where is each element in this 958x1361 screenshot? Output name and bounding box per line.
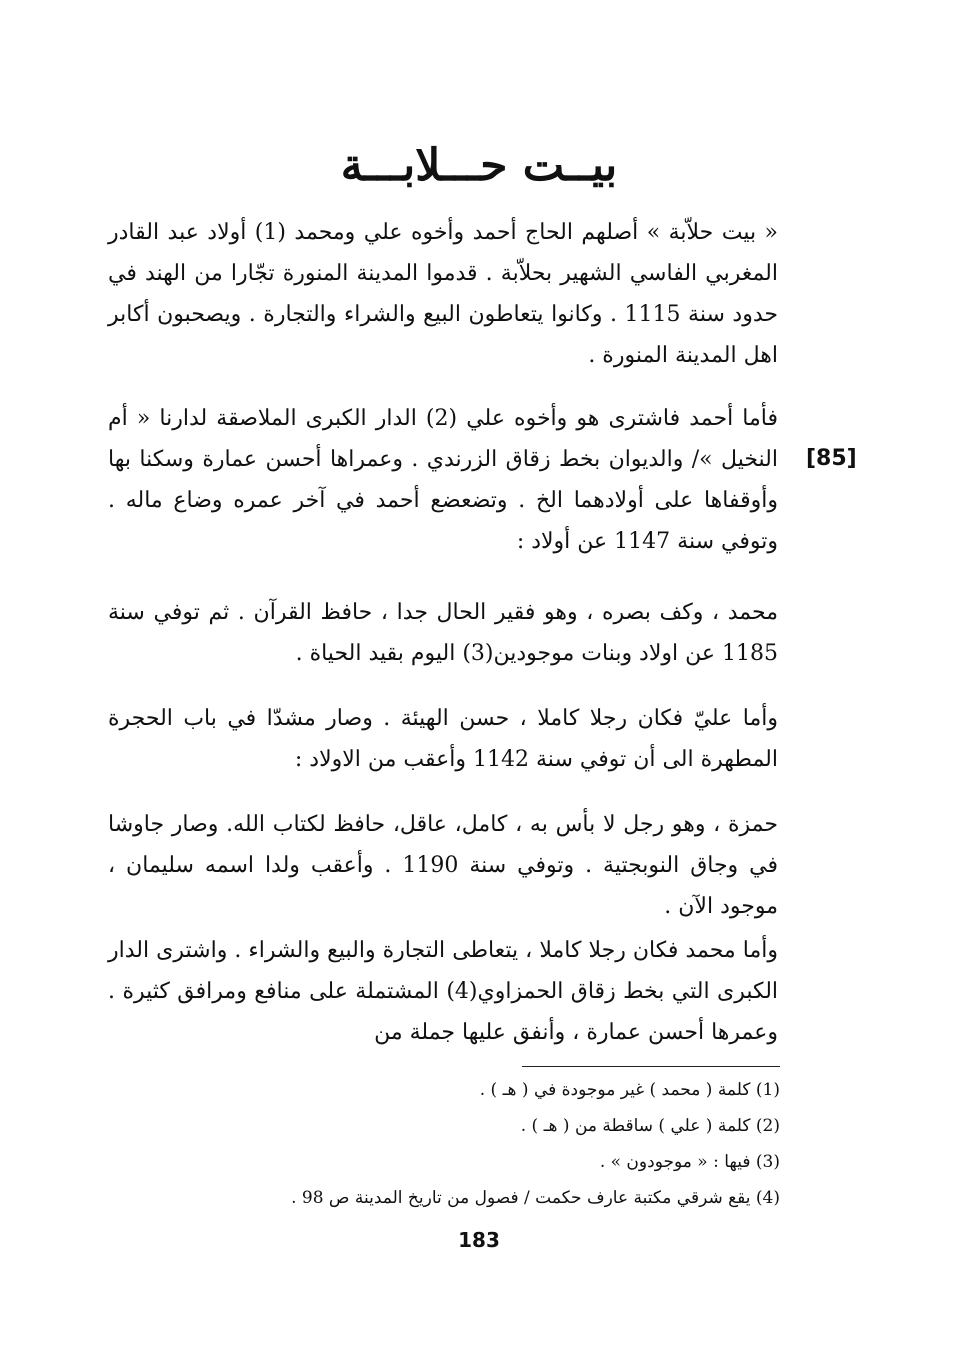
- paragraph-text: وأما عليّ فكان رجلا كاملا ، حسن الهيئة . وصار مشدّا في باب الحجرة المطهرة الى أن توفي سنة 1142 وأعقب من الاولاد :: [108, 706, 778, 772]
- paragraph: [108, 804, 778, 927]
- paragraph: [108, 930, 778, 1053]
- page-number: 183: [458, 1228, 500, 1252]
- paragraph: [108, 398, 778, 562]
- paragraph-text: حمزة ، وهو رجل لا بأس به ، كامل، عاقل، حافظ لكتاب الله. وصار جاوشا في وجاق النوبجتية . وتوفي سنة 1190 . وأعقب ولدا اسمه سليمان ، موجود الآن .: [108, 812, 778, 919]
- footnote: (4) يقع شرقي مكتبة عارف حكمت / فصول من تاريخ المدينة ص 98 .: [291, 1188, 780, 1208]
- paragraph-text: محمد ، وكف بصره ، وهو فقير الحال جدا ، حافظ القرآن . ثم توفي سنة 1185 عن اولاد وبنات موجودين(3) اليوم بقيد الحياة .: [108, 600, 778, 666]
- footnotes: [140, 1072, 780, 1216]
- footnote: (3) فيها : « موجودون » .: [599, 1152, 780, 1172]
- margin-page-reference: [85]: [806, 446, 857, 471]
- paragraph: [108, 212, 778, 376]
- footnote: (1) كلمة ( محمد ) غير موجودة في ( هـ ) .: [479, 1080, 780, 1100]
- page-title: بيــت حـــلابـــة: [340, 140, 618, 191]
- paragraph: [108, 592, 778, 674]
- footnote-divider: [522, 1066, 780, 1067]
- paragraph-text: « بيت حلاّبة » أصلهم الحاج أحمد وأخوه علي ومحمد (1) أولاد عبد القادر المغربي الفاسي الشهير بحلاّبة . قدموا المدينة المنورة تجّارا من الهند في حدود سنة 1115 . وكانوا يتعاطون البيع والشراء والتجارة . ويصحبون أكابر اهل المدينة المنورة .: [108, 220, 778, 368]
- paragraph-text: فأما أحمد فاشترى هو وأخوه علي (2) الدار الكبرى الملاصقة لدارنا « أم النخيل »/ والديوان بخط زقاق الزرندي . وعمراها أحسن عمارة وسكنا بها وأوقفاها على أولادهما الخ . وتضعضع أحمد في آخر عمره وضاع ماله . وتوفي سنة 1147 عن أولاد :: [108, 406, 778, 554]
- paragraph-text: وأما محمد فكان رجلا كاملا ، يتعاطى التجارة والبيع والشراء . واشترى الدار الكبرى التي بخط زقاق الحمزاوي(4) المشتملة على منافع ومرافق كثيرة . وعمرها أحسن عمارة ، وأنفق عليها جملة من: [108, 938, 779, 1045]
- footnote: (2) كلمة ( علي ) ساقطة من ( هـ ) .: [520, 1116, 780, 1136]
- paragraph: [108, 698, 778, 780]
